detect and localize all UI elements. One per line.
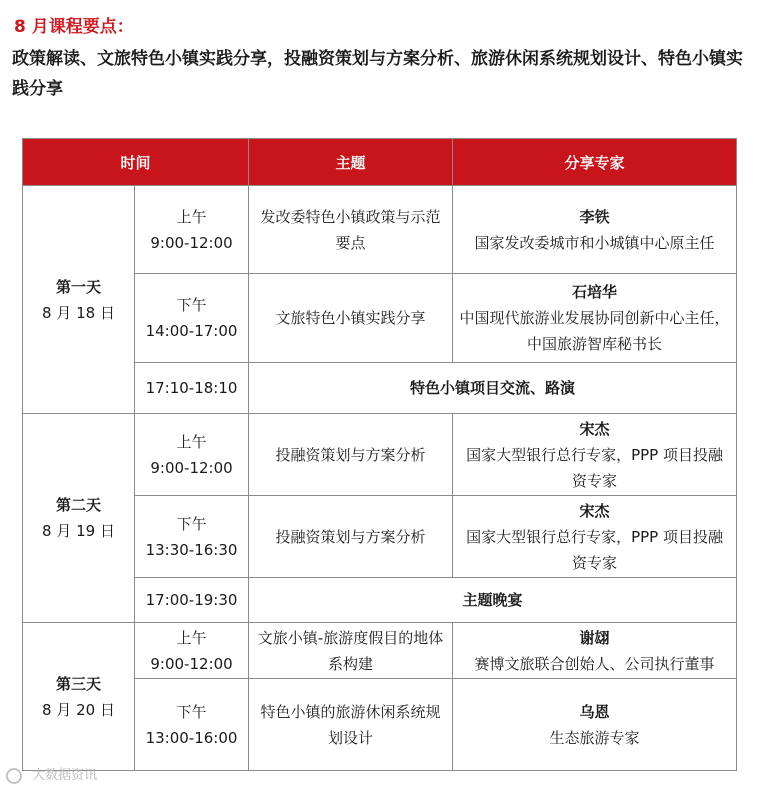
expert-cell (453, 414, 737, 496)
expert-cell (453, 623, 737, 679)
topic-cell: 文旅小镇-旅游度假目的地体系构建 (249, 623, 453, 679)
time-range: 9:00-12:00 (150, 458, 233, 477)
period-label: 上午 (176, 628, 207, 647)
day-date: 8 月 19 日 (42, 522, 115, 540)
header-time: 时间 (23, 139, 249, 186)
expert-cell (453, 496, 737, 578)
time-range: 13:30-16:30 (145, 540, 238, 559)
table-row (23, 186, 737, 274)
day-date: 8 月 18 日 (42, 303, 115, 322)
day-cell (23, 623, 135, 771)
expert-title: 国家大型银行总行专家，PPP 项目投融资专家 (466, 527, 723, 572)
expert-title: 中国现代旅游业发展协同创新中心主任，中国旅游智库秘书长 (459, 309, 730, 353)
topic-cell: 文旅特色小镇实践分享 (249, 274, 453, 363)
day-cell (23, 186, 135, 414)
topic-cell: 投融资策划与方案分析 (249, 414, 453, 496)
day-label: 第三天 (55, 674, 101, 693)
expert-name: 石培华 (572, 283, 618, 301)
period-label: 下午 (176, 514, 207, 533)
table-row (23, 623, 737, 679)
day-label: 第二天 (55, 496, 101, 514)
expert-name: 宋杰 (579, 419, 610, 438)
time-cell (135, 274, 249, 363)
time-cell (135, 496, 249, 578)
table-row (23, 414, 737, 496)
watermark-text: 大数据资讯 (32, 768, 98, 783)
expert-name: 谢翃 (579, 628, 610, 647)
period-label: 上午 (176, 432, 207, 451)
period-label: 下午 (176, 702, 207, 721)
section-heading: 8 月课程要点： (14, 17, 134, 37)
expert-cell (453, 186, 737, 274)
event-cell: 主题晚宴 (249, 578, 737, 623)
time-range: 9:00-12:00 (150, 654, 233, 673)
topic-cell: 投融资策划与方案分析 (249, 496, 453, 578)
topic-cell: 特色小镇的旅游休闲系统规划设计 (249, 679, 453, 771)
expert-cell (453, 274, 737, 363)
expert-name: 宋杰 (579, 501, 610, 520)
expert-name: 李铁 (579, 207, 610, 226)
time-cell (135, 623, 249, 679)
course-highlights: 政策解读、文旅特色小镇实践分享，投融资策划与方案分析、旅游休闲系统规划设计、特色小镇实践分享 (12, 49, 743, 99)
expert-title: 国家发改委城市和小城镇中心原主任 (474, 233, 715, 252)
expert-cell (453, 679, 737, 771)
event-cell: 特色小镇项目交流、路演 (249, 363, 737, 414)
time-range: 9:00-12:00 (150, 233, 233, 252)
expert-title: 赛博文旅联合创始人、公司执行董事 (474, 654, 715, 673)
watermark-logo-icon (6, 768, 22, 784)
expert-title: 国家大型银行总行专家，PPP 项目投融资专家 (466, 445, 723, 490)
topic-cell: 发改委特色小镇政策与示范要点 (249, 186, 453, 274)
time-cell (135, 679, 249, 771)
time-cell (135, 186, 249, 274)
period-label: 上午 (176, 207, 207, 226)
table-header-row (23, 139, 737, 186)
time-range: 13:00-16:00 (145, 728, 238, 747)
time-range: 14:00-17:00 (145, 322, 238, 340)
time-cell: 17:10-18:10 (135, 363, 249, 414)
day-cell (23, 414, 135, 623)
time-cell: 17:00-19:30 (135, 578, 249, 623)
time-cell (135, 414, 249, 496)
schedule-table (22, 138, 737, 771)
period-label: 下午 (176, 296, 207, 314)
expert-title: 生态旅游专家 (549, 728, 640, 747)
day-date: 8 月 20 日 (42, 700, 115, 719)
day-label: 第一天 (55, 277, 101, 296)
header-expert: 分享专家 (453, 139, 737, 186)
watermark (6, 764, 97, 784)
header-topic: 主题 (249, 139, 453, 186)
expert-name: 乌恩 (579, 702, 610, 721)
